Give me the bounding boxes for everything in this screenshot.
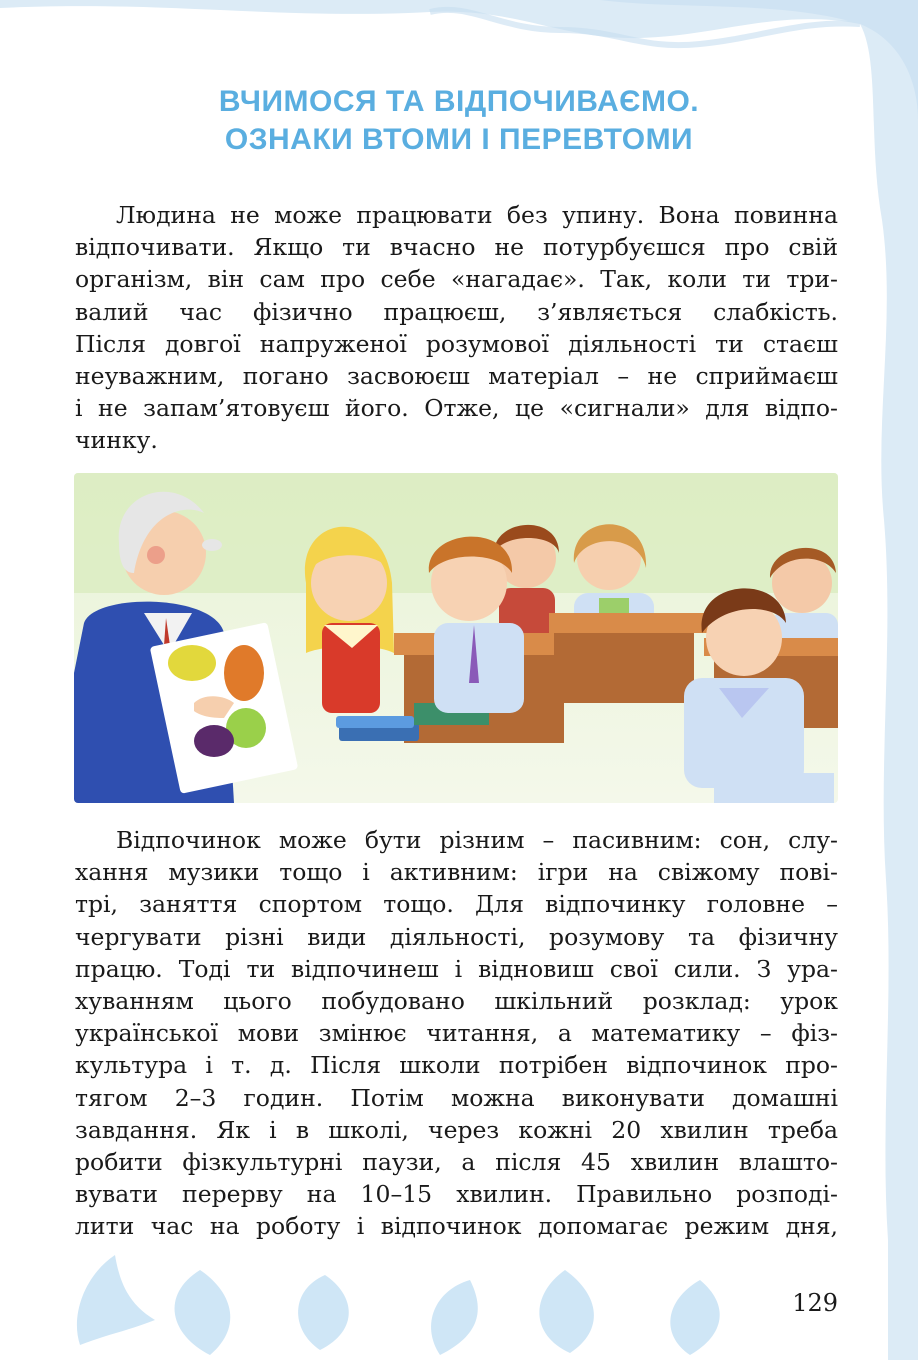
paragraph-2-line: працю. Тоді ти відпочинеш і відновиш свої сили. З ура- bbox=[75, 954, 838, 983]
page-title-line1: ВЧИМОСЯ ТА ВІДПОЧИВАЄМО. bbox=[218, 85, 700, 118]
paragraph-2-line: вувати перерву на 10–15 хвилин. Правильно розподі- bbox=[75, 1180, 838, 1209]
paragraph-1 bbox=[75, 199, 838, 457]
paragraph-2-line: лити час на роботу і відпочинок допомагає режим дня, bbox=[75, 1212, 838, 1241]
student-boy-center bbox=[429, 537, 524, 713]
paragraph-1-line: валий час фізично працюєш, з’являється слабкість. bbox=[75, 297, 838, 326]
paragraph-2-line: української мови змінює читання, а математику – фіз- bbox=[75, 1019, 838, 1048]
paragraph-1-line: Людина не може працювати без упину. Вона повинна bbox=[116, 201, 838, 229]
paragraph-2-line: тягом 2–3 годин. Потім можна виконувати домашні bbox=[75, 1083, 838, 1112]
paragraph-2-line: трі, заняття спортом тощо. Для відпочинку головне – bbox=[75, 890, 838, 919]
leaf-icon bbox=[431, 1280, 478, 1355]
paragraph-2-line: Відпочинок може бути різним – пасивним: сон, слу- bbox=[116, 826, 838, 854]
paragraph-2-line: хуванням цього побудовано шкільний розклад: урок bbox=[75, 986, 838, 1015]
paragraph-2-line: чергувати різні види діяльності, розумову та фізичну bbox=[75, 922, 838, 951]
leaf-icon bbox=[298, 1275, 349, 1350]
paragraph-2-line: робити фізкультурні паузи, а після 45 хвилин влашто- bbox=[75, 1147, 838, 1176]
paragraph-2-line: культура і т. д. Після школи потрібен відпочинок про- bbox=[75, 1051, 838, 1080]
leaf-icon bbox=[175, 1270, 231, 1355]
paragraph-1-line: чинку. bbox=[75, 426, 158, 455]
page-number: 129 bbox=[792, 1289, 838, 1317]
leaf-decoration bbox=[60, 1235, 820, 1360]
paragraph-2 bbox=[75, 824, 838, 1242]
paragraph-1-line: і не запам’ятовуєш його. Отже, це «сигнали» для відпо- bbox=[75, 394, 838, 423]
paragraph-1-line: відпочивати. Якщо ти вчасно не потурбуєшся про свій bbox=[75, 233, 838, 262]
paragraph-1-line: Після довгої напруженої розумової діяльності ти стаєш bbox=[75, 329, 838, 358]
leaf-icon bbox=[77, 1255, 155, 1345]
leaf-icon bbox=[670, 1280, 719, 1355]
paragraph-2-line: завдання. Як і в школі, через кожні 20 хвилин треба bbox=[75, 1115, 838, 1144]
leaf-icon bbox=[539, 1270, 594, 1353]
paragraph-1-line: організм, він сам про себе «нагадає». Так, коли ти три- bbox=[75, 265, 838, 294]
page-title-line2: ОЗНАКИ ВТОМИ І ПЕРЕВТОМИ bbox=[224, 123, 694, 156]
paragraph-1-line: неуважним, погано засвоюєш матеріал – не сприймаєш bbox=[75, 361, 838, 390]
paragraph-2-line: хання музики тощо і активним: ігри на свіжому пові- bbox=[75, 858, 838, 887]
classroom-illustration bbox=[74, 473, 838, 803]
